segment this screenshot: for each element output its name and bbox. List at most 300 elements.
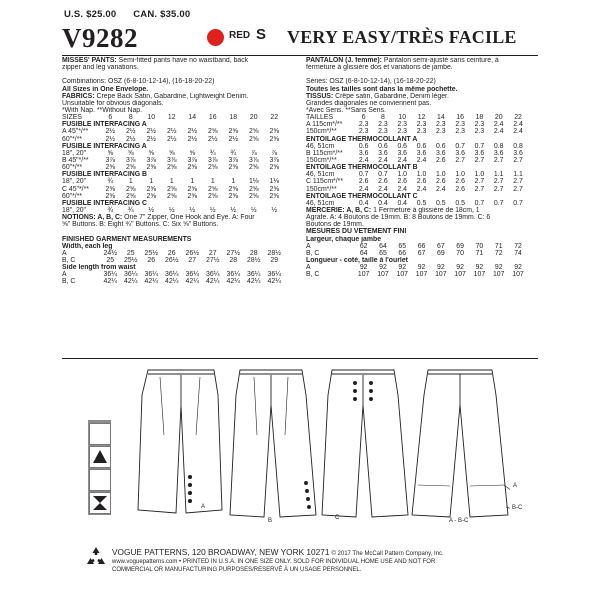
fr-sizes-row-cell: 6 bbox=[361, 114, 366, 122]
fr-yardage-row-cell: 0.6 bbox=[358, 142, 369, 150]
en-side-row-cell: 42¼ bbox=[103, 278, 117, 286]
en-yardage-row-cell: 2⅝ bbox=[207, 185, 218, 193]
en-sizes-row-cell: 18 bbox=[229, 114, 238, 122]
en-yardage-row-cell: ⅝ bbox=[148, 149, 155, 157]
view-label-c: C bbox=[335, 515, 340, 521]
fr-yardage-row-cell: 1.0 bbox=[397, 171, 408, 179]
en-width-row-cell: 29 bbox=[270, 256, 279, 264]
en-side-row-cell: 36¼ bbox=[144, 271, 158, 279]
fr-yardage-row-cell: 2.7 bbox=[455, 156, 465, 164]
fr-yardage-row-cell: 0.4 bbox=[397, 199, 408, 207]
en-yardage-row-cell: ¾ bbox=[107, 178, 114, 186]
fr-fabrics-text: Crêpe satin, Gabardine, Denim léger. bbox=[335, 92, 449, 100]
en-width-row-cell: 25½ bbox=[124, 256, 138, 264]
fr-all-sizes: Toutes les tailles sont dans la même pochette. bbox=[306, 85, 458, 93]
en-yardage-row-cell: 2⅝ bbox=[105, 192, 116, 200]
fr-yardage-row-cell: 2.6 bbox=[436, 178, 446, 186]
fr-yardage-row bbox=[306, 150, 538, 157]
en-yardage-row-cell: 1⅛ bbox=[248, 178, 259, 186]
en-all-sizes: All Sizes in One Envelope. bbox=[62, 85, 149, 93]
fr-yardage-row-cell: 2.3 bbox=[455, 128, 465, 136]
en-yardage-row-cell: 1 bbox=[128, 178, 133, 186]
en-yardage-row-cell: ½ bbox=[168, 206, 175, 214]
en-yardage-row-cell: 2½ bbox=[125, 135, 136, 143]
en-sizes-row-cell: 6 bbox=[108, 114, 113, 122]
en-yardage-row-cell: 2⅝ bbox=[166, 185, 177, 193]
fr-yardage-row-cell: 1.1 bbox=[493, 171, 504, 179]
en-yardage-row-cell: 1 bbox=[231, 178, 236, 186]
en-yardage-row-cell: 2⅝ bbox=[146, 164, 157, 172]
fr-width-row-cell: 71 bbox=[494, 242, 503, 250]
fr-yardage-row-cell: 0.7 bbox=[378, 171, 388, 179]
fr-section-title: ENTOILAGE THERMOCOLLANT C bbox=[306, 192, 418, 200]
fr-width-row-cell: 72 bbox=[494, 249, 503, 257]
fr-desc-line-1: Pantalon semi-ajusté sans ceinture, à bbox=[383, 57, 499, 64]
en-yardage-row-cell: 2⅝ bbox=[166, 192, 177, 200]
fr-yardage-row-cell: 2.4 bbox=[513, 121, 523, 129]
en-yardage-row-cell: ⅞ bbox=[250, 149, 257, 157]
en-yardage-row-label: A 45"*/** bbox=[62, 128, 89, 136]
en-desc-line-1: Semi-fitted pants have no waistband, back bbox=[118, 57, 249, 64]
en-yardage-row-cell: 1 bbox=[149, 178, 154, 186]
fr-side-row-cell: 107 bbox=[492, 271, 505, 279]
fr-yardage-row-cell: 2.3 bbox=[358, 128, 369, 136]
back-label-bc: B-C bbox=[512, 505, 523, 511]
fr-side-row-cell: 92 bbox=[437, 264, 445, 272]
en-width-row-cell: 27½ bbox=[226, 249, 240, 257]
en-side-row-cell: 36¼ bbox=[247, 271, 261, 279]
en-side-title: Side length from waist bbox=[62, 264, 136, 272]
en-yardage-row-cell: 2½ bbox=[125, 128, 136, 136]
en-yardage-row-cell: 3⅞ bbox=[269, 156, 280, 164]
en-yardage-row-cell: 2½ bbox=[166, 128, 177, 136]
en-width-row bbox=[62, 250, 298, 257]
fr-yardage-row-cell: 2.4 bbox=[358, 185, 369, 193]
fr-yardage-row-cell: 3.6 bbox=[455, 149, 465, 157]
en-width-row-cell: 25½ bbox=[144, 249, 158, 257]
en-sizes-row bbox=[62, 114, 298, 121]
en-fabrics-text: Crepe Back Satin, Gabardine, Lightweight Denim. bbox=[96, 92, 249, 100]
fr-yardage-row-cell: 2.3 bbox=[474, 128, 485, 136]
fr-yardage-row-cell: 3.6 bbox=[493, 149, 504, 157]
fr-yardage-row-cell: 2.7 bbox=[474, 178, 485, 186]
fr-yardage-row-cell: 0.7 bbox=[513, 199, 523, 207]
fr-yardage-row-cell: 1.0 bbox=[455, 171, 465, 179]
en-yardage-row-cell: ⅝ bbox=[127, 149, 134, 157]
en-yardage-row-cell: 2⅝ bbox=[105, 185, 116, 193]
en-yardage-row-cell: 3⅞ bbox=[228, 156, 239, 164]
fr-sizes-row bbox=[306, 114, 538, 121]
en-notions-title: NOTIONS: A, B, C: bbox=[62, 214, 123, 222]
fr-yardage-row-cell: 0.7 bbox=[455, 142, 465, 150]
fr-side-row bbox=[306, 264, 538, 271]
en-side-row-cell: 42¼ bbox=[165, 278, 179, 286]
fr-yardage-row-cell: 3.6 bbox=[416, 149, 427, 157]
pattern-number: V9282 bbox=[62, 23, 138, 53]
fr-yardage-row-cell: 2.4 bbox=[493, 121, 504, 129]
fr-width-row-cell: 64 bbox=[359, 249, 368, 257]
fr-width-row-cell: 70 bbox=[456, 249, 464, 257]
price-can: CAN. $35.00 bbox=[133, 9, 191, 20]
en-desc-line-2: zipper and leg variations. bbox=[62, 64, 139, 72]
fr-yardage-row-cell: 2.7 bbox=[474, 156, 485, 164]
french-column bbox=[306, 57, 538, 278]
fr-yardage-row-cell: 0.6 bbox=[378, 142, 388, 150]
fr-yardage-row-cell: 1.0 bbox=[474, 171, 485, 179]
en-sizes-row-cell: 12 bbox=[167, 114, 176, 122]
en-yardage-row-cell: 2⅝ bbox=[125, 192, 136, 200]
fr-nap: *Avec Sens. **Sans Sens. bbox=[306, 106, 386, 114]
en-yardage-row-cell: 2⅝ bbox=[248, 185, 259, 193]
en-yardage-row bbox=[62, 207, 298, 214]
fr-yardage-row-cell: 0.7 bbox=[358, 171, 369, 179]
en-yardage-row bbox=[62, 186, 298, 193]
en-yardage-row-cell: 2½ bbox=[207, 135, 218, 143]
text-divider bbox=[62, 358, 538, 359]
fr-yardage-row-cell: 3.6 bbox=[378, 149, 388, 157]
fr-yardage-row-cell: 2.4 bbox=[416, 156, 427, 164]
fr-notions-line-3: Boutons de 19mm. bbox=[306, 221, 364, 229]
en-side-table bbox=[62, 271, 298, 285]
en-width-row-cell: 27½ bbox=[206, 256, 220, 264]
fr-yardage-row-cell: 0.6 bbox=[416, 142, 427, 150]
hourglass-icon bbox=[89, 492, 111, 514]
en-yardage-row bbox=[62, 128, 298, 135]
fr-yardage-row-cell: 2.7 bbox=[513, 178, 523, 186]
en-yardage-row-cell: 2½ bbox=[187, 128, 198, 136]
en-yardage-row-label: B 45"*/** bbox=[62, 156, 89, 164]
fr-side-row-cell: 107 bbox=[415, 271, 428, 279]
en-width-row-cell: 28 bbox=[229, 256, 238, 264]
en-yardage-row bbox=[62, 150, 298, 157]
en-yardage-row-cell: 3⅞ bbox=[146, 156, 157, 164]
fr-yardage-row-cell: 2.3 bbox=[378, 121, 388, 129]
en-yardage-row-cell: 2⅝ bbox=[187, 185, 198, 193]
en-side-row-cell: 36¼ bbox=[165, 271, 179, 279]
en-width-row-cell: 26 bbox=[147, 256, 156, 264]
fr-yardage-row-cell: 2.7 bbox=[513, 185, 523, 193]
fr-side-row-label: B, C bbox=[306, 271, 320, 279]
fr-yardage-row-cell: 0.5 bbox=[455, 199, 465, 207]
fr-side-row-cell: 107 bbox=[435, 271, 447, 279]
fr-side-row-cell: 107 bbox=[473, 271, 486, 279]
en-yardage-row-cell: ⅝ bbox=[189, 149, 196, 157]
fr-yardage-row-cell: 2.7 bbox=[474, 185, 485, 193]
en-yardage-row-cell: 2⅝ bbox=[269, 185, 280, 193]
en-yardage-row-cell: 2⅝ bbox=[146, 192, 157, 200]
en-yardage-row-cell: 2⅝ bbox=[125, 185, 136, 193]
fr-yardage-row-cell: 2.3 bbox=[474, 121, 485, 129]
en-yardage-row-cell: 3⅞ bbox=[207, 156, 218, 164]
en-yardage-row-label: 18", 20" bbox=[62, 149, 87, 157]
fr-desc-line-2: fermeture à glissière dos et variations de jambe. bbox=[306, 64, 453, 72]
en-width-row-cell: 27 bbox=[208, 249, 217, 257]
fr-sizes-row-cell: 16 bbox=[456, 114, 464, 122]
en-yardage-row-cell: ½ bbox=[209, 206, 216, 214]
en-notions-line-2: ⅝" Buttons. B: Eight ¾" Buttons. C: Six ⅝" Buttons. bbox=[62, 221, 219, 229]
en-side-row-cell: 42¼ bbox=[267, 278, 281, 286]
en-yardage-row-cell: 2⅝ bbox=[269, 192, 280, 200]
en-side-row-cell: 36¼ bbox=[267, 271, 281, 279]
en-side-row-cell: 42¼ bbox=[206, 278, 220, 286]
fr-notions-line-2: Agrafe. A: 4 Boutons de 19mm. B: 8 Boutons de 19mm. C: 6 bbox=[306, 214, 491, 222]
en-yardage-row-cell: 3⅞ bbox=[125, 156, 136, 164]
en-unsuitable: Unsuitable for obvious diagonals. bbox=[62, 99, 164, 107]
fr-yardage-row-cell: 2.6 bbox=[436, 156, 446, 164]
en-sizes-row-cell: 22 bbox=[270, 114, 279, 122]
en-sizes-row-cell: 14 bbox=[188, 114, 197, 122]
en-yardage-row-label: C 45"*/** bbox=[62, 185, 89, 193]
fr-side-row-cell: 107 bbox=[512, 271, 524, 279]
en-side-row-label: A bbox=[62, 271, 67, 279]
en-width-row-label: A bbox=[62, 249, 67, 257]
fr-yardage-row-cell: 0.7 bbox=[474, 142, 485, 150]
fr-yardage-row-cell: 0.8 bbox=[513, 142, 523, 150]
fr-width-row bbox=[306, 243, 538, 250]
en-sizes-row-cell: 8 bbox=[128, 114, 133, 122]
en-yardage-row-cell: ½ bbox=[271, 206, 278, 214]
fr-yardage-row-cell: 1.1 bbox=[513, 171, 523, 179]
en-yardage-row-cell: 2⅝ bbox=[248, 128, 259, 136]
fr-yardage-row-label: 46, 51cm bbox=[306, 171, 335, 179]
fr-yardage-row-label: 150cm*/** bbox=[306, 156, 337, 164]
en-yardage-row-cell: ¾ bbox=[107, 206, 114, 214]
fr-yardage-row-cell: 2.7 bbox=[513, 156, 523, 164]
tagline: VERY EASY/TRÈS FACILE bbox=[287, 27, 517, 47]
en-notions-line-1: One 7" Zipper, One Hook and Eye. A: Four bbox=[124, 214, 255, 222]
en-yardage-row bbox=[62, 157, 298, 164]
fr-width-row-cell: 65 bbox=[379, 249, 387, 257]
fr-yardage-row-cell: 2.4 bbox=[513, 128, 523, 136]
fr-yardage-row bbox=[306, 157, 538, 164]
en-side-row-cell: 36¼ bbox=[206, 271, 220, 279]
en-side-row-cell: 36¼ bbox=[103, 271, 117, 279]
en-section-title: FUSIBLE INTERFACING A bbox=[62, 142, 147, 150]
fr-width-row-cell: 64 bbox=[379, 242, 387, 250]
en-side-row-cell: 42¼ bbox=[124, 278, 138, 286]
en-section-title: FUSIBLE INTERFACING C bbox=[62, 199, 147, 207]
fr-yardage-row-cell: 2.4 bbox=[378, 156, 388, 164]
en-side-row-cell: 36¼ bbox=[226, 271, 240, 279]
en-sizes-row-cell: 16 bbox=[208, 114, 217, 122]
fr-yardage-table bbox=[306, 114, 538, 207]
header-rule bbox=[62, 55, 538, 56]
fr-sizes-row-cell: 10 bbox=[398, 114, 407, 122]
view-label-b: B bbox=[268, 518, 273, 524]
blank-square-icon-2 bbox=[89, 469, 111, 491]
fr-yardage-row-cell: 2.6 bbox=[455, 178, 465, 186]
fr-yardage-row bbox=[306, 121, 538, 128]
footer-line2: • PRINTED IN U.S.A. IN ONE SIZE ONLY. SOLD FOR INDIVIDUAL HOME USE AND NOT FOR bbox=[179, 559, 436, 566]
fr-yardage-row-cell: 1.0 bbox=[436, 171, 446, 179]
en-yardage-row-cell: ⅝ bbox=[107, 149, 114, 157]
en-yardage-row-label: 18", 20" bbox=[62, 206, 87, 214]
fr-yardage-row-cell: 3.6 bbox=[397, 149, 408, 157]
fr-side-row-cell: 92 bbox=[398, 264, 407, 272]
fr-yardage-row-cell: 0.5 bbox=[416, 199, 427, 207]
fr-yardage-row-cell: 2.3 bbox=[416, 128, 427, 136]
fr-yardage-row bbox=[306, 186, 538, 193]
view-b-drawing bbox=[230, 370, 316, 517]
fr-yardage-row-cell: 2.4 bbox=[493, 128, 504, 136]
fr-width-row-cell: 66 bbox=[417, 242, 426, 250]
fr-yardage-row-cell: 1.0 bbox=[416, 171, 427, 179]
fr-sizes-row-cell: 18 bbox=[475, 114, 484, 122]
price-us: U.S. $25.00 bbox=[64, 9, 117, 20]
fr-yardage-row-cell: 2.4 bbox=[397, 185, 408, 193]
en-side-row-cell: 42¼ bbox=[247, 278, 261, 286]
en-yardage-row-cell: 2½ bbox=[228, 135, 239, 143]
fr-width-row-cell: 74 bbox=[514, 249, 522, 257]
en-section-title: FUSIBLE INTERFACING A bbox=[62, 121, 147, 129]
en-yardage-row-label: 60"*/** bbox=[62, 135, 83, 143]
fr-sizes-row-label: TAILLES bbox=[306, 114, 334, 122]
fr-sizes-row-cell: 8 bbox=[381, 114, 385, 122]
en-width-row-cell: 25 bbox=[106, 256, 115, 264]
fr-yardage-row-cell: 2.7 bbox=[493, 178, 504, 186]
en-side-row bbox=[62, 278, 298, 285]
fr-side-row-label: A bbox=[306, 264, 311, 272]
en-yardage-row-cell: 3⅞ bbox=[105, 156, 116, 164]
back-label-a: A bbox=[513, 483, 518, 489]
fr-yardage-row-cell: 0.6 bbox=[397, 142, 408, 150]
en-width-table bbox=[62, 250, 298, 264]
en-yardage-row-cell: 2⅝ bbox=[146, 185, 157, 193]
fr-yardage-row-label: 46, 51cm bbox=[306, 142, 335, 150]
fr-side-table bbox=[306, 264, 538, 278]
fr-yardage-row-cell: 0.8 bbox=[493, 142, 504, 150]
en-yardage-row-cell: 1⅛ bbox=[269, 178, 280, 186]
fr-yardage-row-cell: 2.7 bbox=[493, 156, 504, 164]
fr-side-row-cell: 92 bbox=[494, 264, 503, 272]
en-width-row-cell: 28½ bbox=[247, 256, 261, 264]
fr-width-table bbox=[306, 243, 538, 257]
en-yardage-row-cell: 2⅝ bbox=[125, 164, 136, 172]
en-yardage-row-cell: 2⅝ bbox=[269, 135, 280, 143]
en-yardage-row bbox=[62, 136, 298, 143]
en-yardage-row bbox=[62, 193, 298, 200]
en-yardage-row-cell: 1 bbox=[210, 178, 215, 186]
en-yardage-row-cell: 2⅝ bbox=[105, 164, 116, 172]
fr-yardage-row-cell: 2.6 bbox=[455, 185, 465, 193]
en-side-row-cell: 42¼ bbox=[226, 278, 240, 286]
fr-yardage-row-label: 150cm*/** bbox=[306, 128, 337, 136]
en-yardage-row-cell: 2⅝ bbox=[207, 128, 218, 136]
en-yardage-row-cell: 1 bbox=[169, 178, 174, 186]
en-yardage-row-cell: ⅝ bbox=[168, 149, 175, 157]
fr-side-row bbox=[306, 271, 538, 278]
fr-yardage-row-cell: 2.4 bbox=[397, 156, 408, 164]
en-width-row-cell: 28½ bbox=[267, 249, 281, 257]
en-width-row bbox=[62, 257, 298, 264]
english-column bbox=[62, 57, 298, 286]
en-combinations: Combinations: OSZ (6-8-10-12-14), (16-18-20-22) bbox=[62, 78, 215, 86]
en-yardage-row-cell: 2⅝ bbox=[228, 185, 239, 193]
fr-section-title: ENTOILAGE THERMOCOLLANT B bbox=[306, 164, 418, 172]
fr-width-row-cell: 62 bbox=[359, 242, 368, 250]
en-yardage-row-cell: 1 bbox=[190, 178, 195, 186]
en-yardage-table bbox=[62, 114, 298, 214]
fr-yardage-row bbox=[306, 200, 538, 207]
fr-yardage-row-cell: 2.6 bbox=[358, 178, 369, 186]
fr-yardage-row bbox=[306, 178, 538, 185]
fr-yardage-row-label: 46, 51cm bbox=[306, 199, 335, 207]
fr-width-row-cell: 69 bbox=[456, 242, 464, 250]
en-yardage-row-cell: 2½ bbox=[146, 135, 157, 143]
en-yardage-row-cell: 2⅝ bbox=[187, 164, 198, 172]
en-yardage-row-cell: 2⅝ bbox=[207, 192, 218, 200]
en-width-row-cell: 26 bbox=[167, 249, 176, 257]
en-width-row-cell: 27 bbox=[188, 256, 197, 264]
en-sizes-row-cell: 20 bbox=[249, 114, 258, 122]
en-yardage-row-cell: 2⅝ bbox=[269, 128, 280, 136]
en-sizes-row-cell: 10 bbox=[147, 114, 156, 122]
fr-yardage-row-cell: 2.4 bbox=[378, 185, 388, 193]
fr-width-title: Largeur, chaque jambe bbox=[306, 235, 382, 243]
en-yardage-row-cell: 2⅝ bbox=[187, 192, 198, 200]
en-width-row-label: B, C bbox=[62, 256, 76, 264]
fr-yardage-row-cell: 2.3 bbox=[397, 121, 408, 129]
fr-notions-line-1: 1 Fermeture à glissière de 18cm, 1 bbox=[373, 206, 480, 214]
en-yardage-row-label: 60"*/** bbox=[62, 164, 83, 172]
fr-notions-title: MERCERIE: A, B, C: bbox=[306, 206, 372, 214]
fr-yardage-row-cell: 2.6 bbox=[378, 178, 388, 186]
fr-yardage-row-cell: 2.3 bbox=[358, 121, 369, 129]
en-yardage-row-cell: 2⅝ bbox=[207, 164, 218, 172]
fr-side-row-cell: 107 bbox=[454, 271, 466, 279]
fr-yardage-row bbox=[306, 128, 538, 135]
en-yardage-row-cell: ¾ bbox=[127, 206, 134, 214]
en-nap: *With Nap. **Without Nap. bbox=[62, 106, 143, 114]
en-width-row-cell: 24½ bbox=[103, 249, 117, 257]
fr-width-row-cell: 65 bbox=[398, 242, 407, 250]
en-side-row-cell: 36¼ bbox=[124, 271, 138, 279]
en-side-row-cell: 36¼ bbox=[185, 271, 199, 279]
back-view-drawing bbox=[412, 370, 510, 517]
en-side-row-cell: 42¼ bbox=[144, 278, 158, 286]
fr-fabrics-title: TISSUS: bbox=[306, 92, 334, 100]
en-yardage-row-cell: 2⅝ bbox=[248, 164, 259, 172]
en-side-row bbox=[62, 271, 298, 278]
en-yardage-row bbox=[62, 178, 298, 185]
fr-yardage-row-cell: 2.6 bbox=[397, 178, 408, 186]
fr-yardage-row-cell: 3.6 bbox=[436, 149, 446, 157]
fr-width-row-cell: 67 bbox=[417, 249, 426, 257]
fr-side-row-cell: 92 bbox=[379, 264, 387, 272]
en-yardage-row-cell: ½ bbox=[189, 206, 196, 214]
fr-yardage-row-cell: 3.6 bbox=[358, 149, 369, 157]
fr-yardage-row-cell: 0.4 bbox=[378, 199, 388, 207]
en-yardage-row-cell: 2½ bbox=[187, 135, 198, 143]
footer-website: www.voguepatterns.com bbox=[112, 559, 178, 566]
fr-side-row-cell: 92 bbox=[475, 264, 484, 272]
fr-finished-title: MESURES DU VÊTEMENT FINI bbox=[306, 228, 407, 236]
en-yardage-row-cell: ⅞ bbox=[271, 149, 278, 157]
fr-sizes-row-cell: 12 bbox=[417, 114, 426, 122]
triangle-up-icon bbox=[89, 446, 111, 468]
fr-yardage-row-cell: 2.3 bbox=[416, 121, 427, 129]
fr-series: Séries: OSZ (6-8-10-12-14), (16-18-20-22) bbox=[306, 78, 436, 86]
fr-yardage-row-cell: 3.6 bbox=[474, 149, 485, 157]
fr-yardage-row-label: B 115cm*/** bbox=[306, 149, 343, 157]
price-line bbox=[64, 9, 204, 20]
fr-yardage-row-cell: 0.7 bbox=[493, 199, 504, 207]
en-yardage-row-label: 18", 20" bbox=[62, 178, 87, 186]
fr-width-row-label: B, C bbox=[306, 249, 320, 257]
fr-side-row-cell: 92 bbox=[456, 264, 464, 272]
fr-width-row-cell: 72 bbox=[514, 242, 522, 250]
fr-sizes-row-cell: 20 bbox=[494, 114, 503, 122]
